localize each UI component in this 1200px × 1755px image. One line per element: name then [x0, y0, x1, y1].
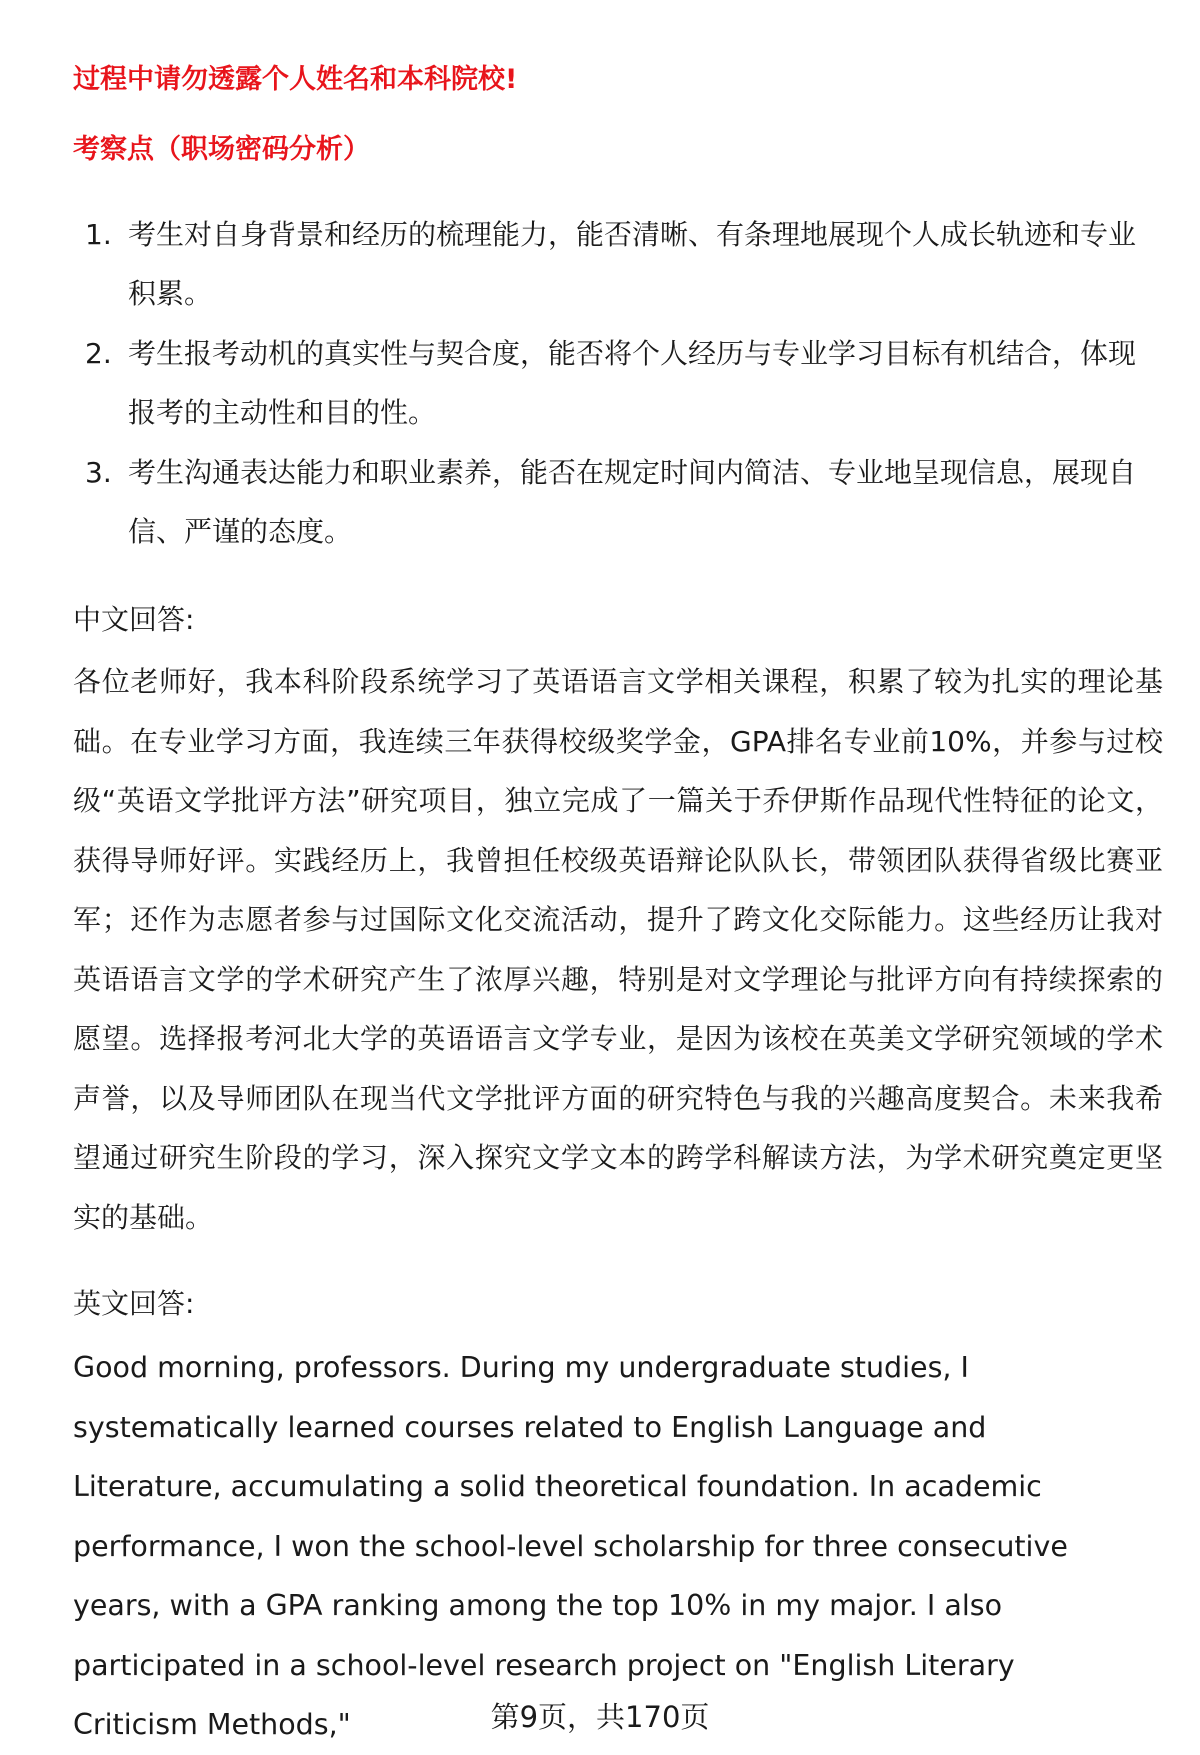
- list-item-text: 考生沟通表达能力和职业素养，能否在规定时间内简洁、专业地呈现信息，展现自信、严谨的态度。: [128, 456, 1137, 548]
- section-heading: 考察点（职场密码分析）: [73, 134, 370, 165]
- english-answer-label: 英文回答:: [73, 1287, 195, 1320]
- list-number: 3.: [85, 456, 112, 489]
- list-item-text: 考生报考动机的真实性与契合度，能否将个人经历与专业学习目标有机结合，体现报考的主动性和目的性。: [128, 337, 1137, 429]
- list-item: [73, 443, 1153, 561]
- list-item: [73, 324, 1153, 442]
- list-item-text: 考生对自身背景和经历的梳理能力，能否清晰、有条理地展现个人成长轨迹和专业积累。: [128, 218, 1137, 310]
- assessment-points-list: [73, 205, 1153, 562]
- privacy-warning: 过程中请勿透露个人姓名和本科院校!: [73, 64, 518, 95]
- chinese-answer-label: 中文回答:: [73, 603, 195, 636]
- list-item: [73, 205, 1153, 323]
- list-number: 2.: [85, 337, 112, 370]
- page-number-footer: 第9页，共170页: [490, 1700, 710, 1734]
- list-number: 1.: [85, 218, 112, 251]
- chinese-answer-text: 各位老师好，我本科阶段系统学习了英语语言文学相关课程，积累了较为扎实的理论基础。在专业学习方面，我连续三年获得校级奖学金，GPA排名专业前10%，并参与过校级“英语文学批评方法”研究项目，独立完成了一篇关于乔伊斯作品现代性特征的论文，获得导师好评。实践经历上，我曾担任校级英语辩论队队长，带领团队获得省级比赛亚军；还作为志愿者参与过国际文化交流活动，提升了跨文化交际能力。这些经历让我对英语语言文学的学术研究产生了浓厚兴趣，特别是对文学理论与批评方向有持续探索的愿望。选择报考河北大学的英语语言文学专业，是因为该校在英美文学研究领域的学术声誉，以及导师团队在现当代文学批评方面的研究特色与我的兴趣高度契合。未来我希望通过研究生阶段的学习，深入探究文学文本的跨学科解读方法，为学术研究奠定更坚实的基础。: [73, 665, 1163, 1234]
- english-answer-text: Good morning, professors. During my undergraduate studies, I systematically learned courses related to English Language and Literature, accumulating a solid theoretical foundation. In academic performance, I won the school-level scholarship for three consecutive years, with a GPA ranking among the top 10% in my major. I also participated in a school-level research project on "English Literary Criticism Methods,": [73, 1351, 1068, 1741]
